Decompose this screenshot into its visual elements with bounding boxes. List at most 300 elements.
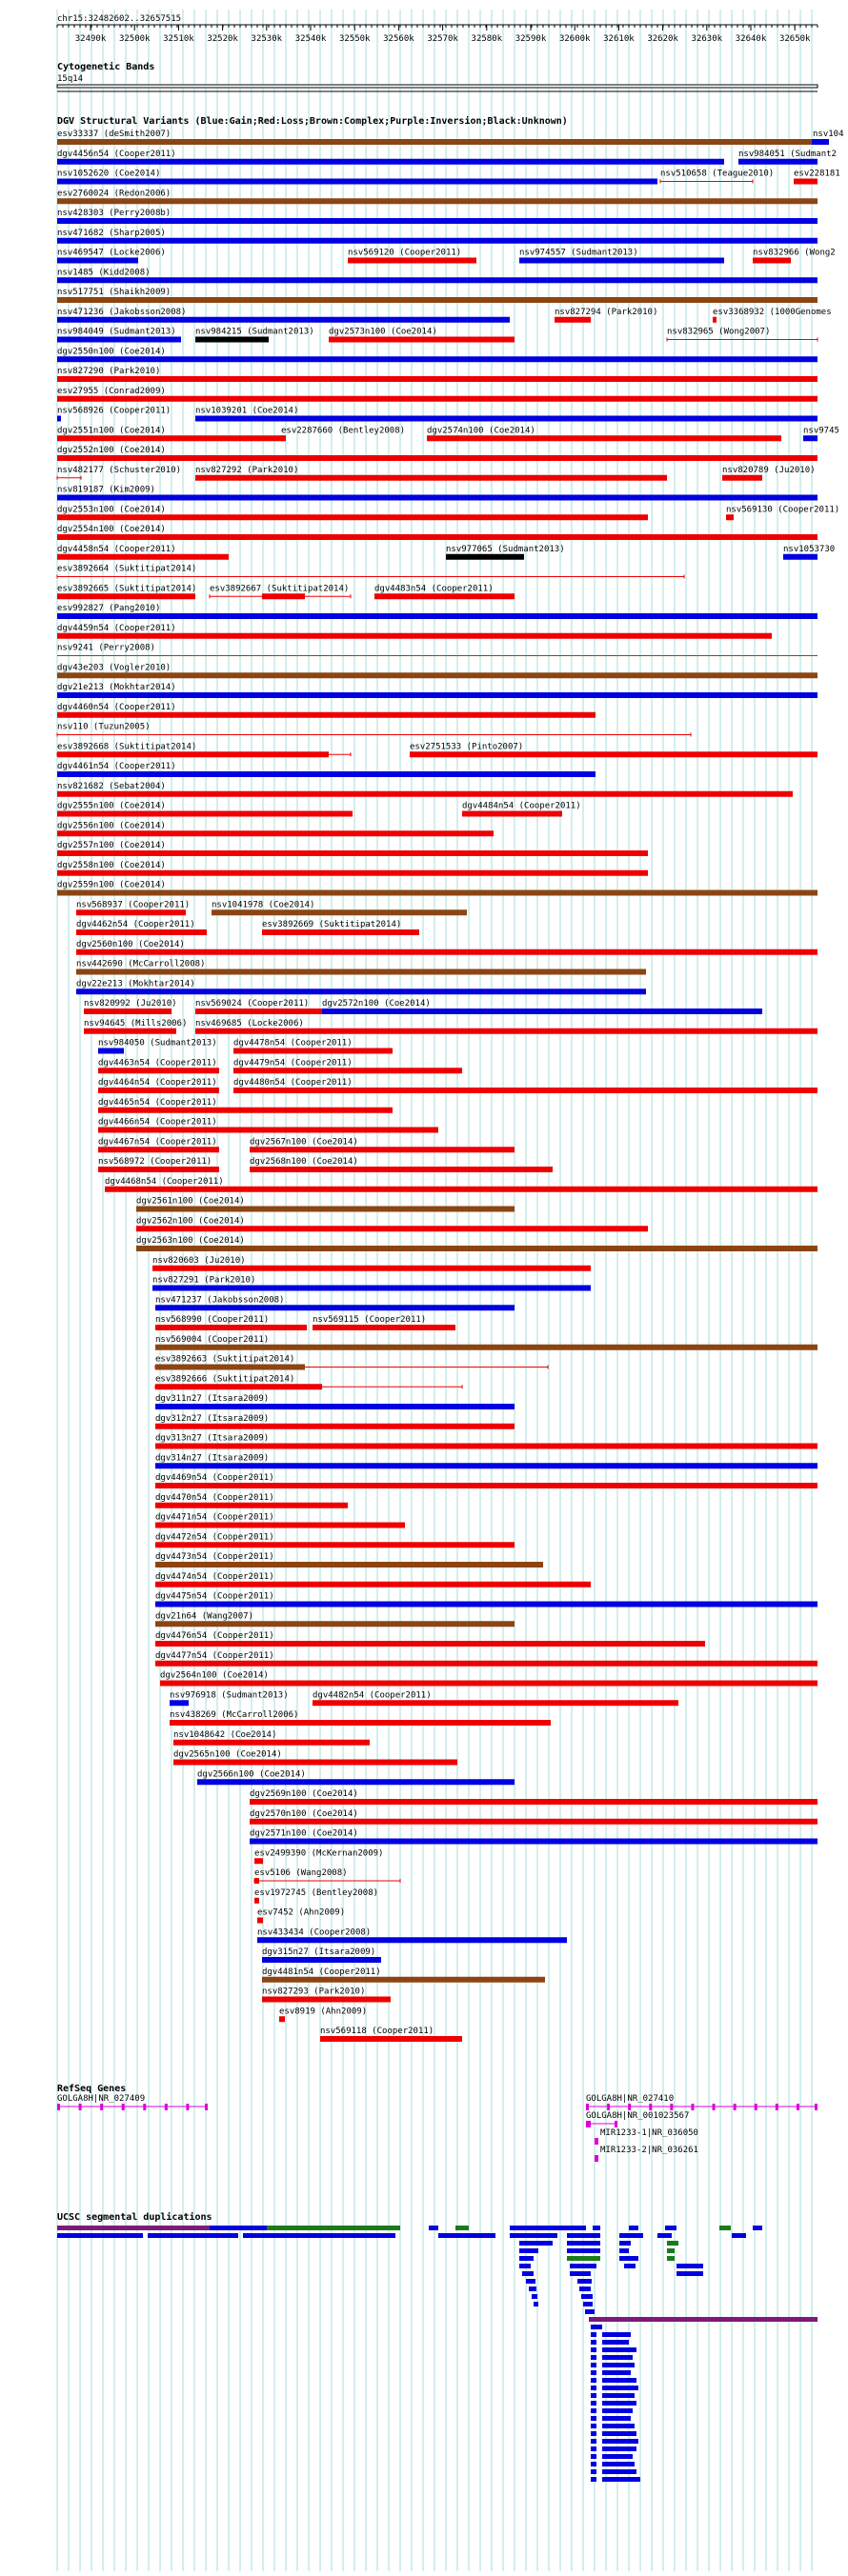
structural-variant[interactable] (152, 1276, 591, 1291)
structural-variant[interactable] (195, 407, 818, 422)
structural-variant[interactable] (262, 1947, 381, 1963)
structural-variant[interactable] (57, 565, 684, 579)
variant-bar (233, 1088, 818, 1093)
segdup-block[interactable] (567, 2248, 600, 2253)
segdup-block[interactable] (570, 2271, 591, 2276)
structural-variant[interactable] (803, 426, 839, 441)
structural-variant[interactable] (57, 308, 510, 323)
variant-bar (57, 139, 815, 145)
gene-label: GOLGA8H|NR_027409 (57, 2094, 146, 2104)
structural-variant[interactable] (155, 1295, 515, 1310)
structural-variant[interactable] (410, 742, 818, 757)
structural-variant[interactable] (519, 249, 724, 264)
segdup-block[interactable] (429, 2226, 438, 2230)
segdup-block[interactable] (665, 2226, 676, 2230)
segdup-block[interactable] (602, 2439, 638, 2444)
segdup-block[interactable] (267, 2226, 400, 2230)
structural-variant[interactable] (173, 1750, 457, 1766)
segdup-block[interactable] (567, 2241, 600, 2246)
structural-variant[interactable] (57, 249, 166, 264)
structural-variant[interactable] (84, 999, 177, 1014)
segdup-block[interactable] (667, 2241, 678, 2246)
variant-bar (446, 554, 524, 560)
structural-variant[interactable] (195, 999, 326, 1014)
structural-variant[interactable] (98, 1118, 438, 1133)
structural-variant[interactable] (57, 130, 815, 145)
variant-bar (57, 850, 648, 856)
variant-label: nsv827290 (Park2010) (57, 367, 161, 376)
variant-label: esv2499390 (McKernan2009) (254, 1848, 384, 1859)
structural-variant[interactable] (212, 900, 467, 915)
structural-variant[interactable] (254, 1848, 383, 1864)
structural-variant[interactable] (233, 1058, 462, 1073)
variant-bar (250, 1147, 515, 1152)
structural-variant[interactable] (98, 1039, 217, 1054)
structural-variant[interactable] (57, 545, 229, 560)
structural-variant[interactable] (155, 1532, 515, 1548)
variant-bar (76, 988, 646, 994)
variant-label: nsv984215 (Sudmant2013) (195, 327, 314, 337)
segdup-track-title[interactable]: UCSC segmental duplications (57, 2212, 212, 2223)
segdup-block[interactable] (667, 2256, 675, 2261)
variant-bar (57, 218, 818, 224)
variant-bar (254, 1878, 259, 1884)
variant-bar (57, 613, 818, 619)
segdup-block[interactable] (455, 2226, 469, 2230)
structural-variant[interactable] (262, 920, 419, 935)
structural-variant[interactable] (254, 1888, 378, 1904)
segdup-block[interactable] (602, 2393, 635, 2398)
ruler[interactable] (57, 25, 818, 44)
structural-variant[interactable] (57, 723, 691, 737)
segdup-block[interactable] (593, 2226, 600, 2230)
variant-bar (76, 949, 818, 955)
segdup-block[interactable] (148, 2233, 238, 2238)
structural-variant[interactable] (57, 861, 648, 876)
structural-variant[interactable] (738, 150, 837, 165)
structural-variant[interactable] (250, 1809, 818, 1825)
variant-label: dgv4460n54 (Cooper2011) (57, 702, 176, 712)
structural-variant[interactable] (667, 328, 818, 342)
structural-variant[interactable] (250, 1137, 515, 1152)
refseq-track-title[interactable]: RefSeq Genes (57, 2084, 127, 2094)
segdup-block[interactable] (602, 2416, 631, 2421)
variant-label: nsv428303 (Perry2008b) (57, 209, 172, 218)
segdup-block[interactable] (591, 2332, 596, 2337)
segdup-block[interactable] (629, 2226, 638, 2230)
structural-variant[interactable] (722, 466, 816, 481)
variant-label: nsv569120 (Cooper2011) (348, 248, 462, 258)
segdup-block[interactable] (567, 2233, 600, 2238)
variant-label: dgv2550n100 (Coe2014) (57, 347, 166, 357)
segdup-block[interactable] (602, 2340, 629, 2345)
variant-bar (136, 1246, 818, 1251)
structural-variant[interactable] (155, 1315, 307, 1330)
structural-variant[interactable] (98, 1137, 219, 1152)
segdup-block[interactable] (210, 2226, 267, 2230)
variant-bar (726, 514, 734, 520)
variant-label: dgv4483n54 (Cooper2011) (374, 584, 494, 594)
segdup-block[interactable] (602, 2454, 633, 2459)
segdup-block[interactable] (591, 2416, 596, 2421)
structural-variant[interactable] (233, 1039, 393, 1054)
structural-variant[interactable] (262, 1967, 545, 1983)
structural-variant[interactable] (783, 545, 835, 560)
variant-bar (155, 1404, 515, 1409)
variant-label: nsv832966 (Wong2 (753, 248, 836, 258)
gene-exon (815, 2104, 818, 2110)
segdup-block[interactable] (532, 2294, 537, 2299)
variant-bar (155, 1444, 818, 1449)
segdup-block[interactable] (602, 2386, 638, 2390)
segdup-block[interactable] (585, 2309, 595, 2314)
structural-variant[interactable] (136, 1216, 648, 1231)
structural-variant[interactable] (155, 1453, 818, 1468)
structural-variant[interactable] (322, 999, 762, 1014)
structural-variant[interactable] (98, 1157, 219, 1172)
structural-variant[interactable] (57, 821, 494, 836)
segdup-block[interactable] (591, 2454, 596, 2459)
segdup-block[interactable] (602, 2446, 636, 2451)
segdup-block[interactable] (602, 2424, 635, 2428)
structural-variant[interactable] (155, 1552, 543, 1568)
variant-label: dgv4461n54 (Cooper2011) (57, 762, 176, 771)
ruler-tick-label: 32510k (163, 34, 194, 44)
segdup-block[interactable] (602, 2477, 640, 2482)
segdup-block[interactable] (667, 2248, 675, 2253)
structural-variant[interactable] (155, 1335, 818, 1350)
ruler-tick-label: 32520k (207, 34, 238, 44)
variant-label: esv2760024 (Redon2006) (57, 189, 172, 199)
segdup-block[interactable] (591, 2439, 596, 2444)
structural-variant[interactable] (155, 1513, 405, 1528)
variant-bar (155, 1384, 322, 1389)
structural-variant[interactable] (152, 1256, 591, 1271)
structural-variant[interactable] (753, 249, 836, 264)
segdup-block[interactable] (591, 2325, 602, 2329)
variant-bar (195, 337, 269, 343)
variant-bar (57, 179, 657, 185)
gene-label: MIR1233-2|NR_036261 (600, 2146, 698, 2155)
dgv-track (57, 130, 844, 2042)
structural-variant[interactable] (160, 1671, 818, 1687)
segdup-block[interactable] (602, 2370, 631, 2375)
gene-exon (713, 2104, 716, 2110)
structural-variant[interactable] (329, 328, 515, 343)
variant-bar (57, 159, 724, 165)
segdup-block[interactable] (602, 2378, 636, 2383)
variant-bar (155, 1325, 307, 1330)
segdup-block[interactable] (577, 2279, 592, 2284)
structural-variant[interactable] (155, 1434, 818, 1449)
segdup-block[interactable] (579, 2286, 591, 2291)
segdup-block[interactable] (591, 2386, 596, 2390)
segdup-block[interactable] (583, 2302, 593, 2306)
segdup-block[interactable] (591, 2355, 596, 2360)
variant-bar (254, 1858, 263, 1864)
structural-variant[interactable] (57, 584, 196, 599)
structural-variant[interactable] (57, 466, 181, 480)
variant-bar (84, 1008, 172, 1014)
segdup-block[interactable] (676, 2264, 703, 2268)
segdup-block[interactable] (719, 2226, 731, 2230)
structural-variant[interactable] (98, 1098, 393, 1113)
variant-bar (57, 396, 818, 402)
segdup-block[interactable] (602, 2469, 636, 2474)
structural-variant[interactable] (76, 920, 207, 935)
segdup-block[interactable] (591, 2424, 596, 2428)
structural-variant[interactable] (713, 308, 832, 323)
segdup-block[interactable] (602, 2355, 633, 2360)
variant-label: nsv984049 (Sudmant2013) (57, 327, 176, 337)
structural-variant[interactable] (155, 1651, 818, 1667)
gene-exon (596, 2155, 598, 2162)
structural-variant[interactable] (57, 742, 351, 757)
variant-bar (98, 1167, 219, 1172)
structural-variant[interactable] (320, 2027, 462, 2042)
structural-variant[interactable] (155, 1493, 348, 1508)
ruler-tick-label: 32610k (603, 34, 635, 44)
variant-bar (57, 870, 648, 876)
variant-label: nsv1052620 (Coe2014) (57, 169, 161, 179)
structural-variant[interactable] (313, 1690, 678, 1706)
segdup-block[interactable] (581, 2294, 593, 2299)
segdup-block[interactable] (591, 2370, 596, 2375)
segdup-block[interactable] (591, 2401, 596, 2406)
variant-label: dgv4477n54 (Cooper2011) (155, 1650, 274, 1661)
segdup-block[interactable] (519, 2264, 531, 2268)
structural-variant[interactable] (197, 1769, 515, 1785)
variant-bar (57, 554, 229, 560)
structural-variant[interactable] (155, 1592, 818, 1608)
gene-exon (586, 2121, 591, 2127)
segdup-block[interactable] (619, 2233, 643, 2238)
segdup-block[interactable] (519, 2248, 538, 2253)
segdup-block[interactable] (753, 2226, 762, 2230)
segdup-block[interactable] (602, 2363, 635, 2367)
variant-bar (233, 1048, 393, 1054)
variant-label: dgv2566n100 (Coe2014) (197, 1769, 306, 1780)
refseq-gene[interactable] (586, 2094, 818, 2110)
structural-variant[interactable] (57, 505, 648, 520)
variant-bar (155, 1424, 515, 1429)
refseq-gene[interactable] (586, 2111, 689, 2127)
segdup-block[interactable] (602, 2332, 631, 2337)
structural-variant[interactable] (76, 940, 818, 955)
segdup-block[interactable] (526, 2279, 535, 2284)
structural-variant[interactable] (279, 2007, 367, 2022)
variant-label: nsv827292 (Park2010) (195, 465, 299, 475)
refseq-gene[interactable] (595, 2128, 698, 2145)
structural-variant[interactable] (262, 1987, 391, 2003)
segdup-block[interactable] (591, 2462, 596, 2466)
variant-label: nsv977065 (Sudmant2013) (446, 544, 565, 554)
variant-label: esv3892668 (Suktitipat2014) (57, 742, 197, 752)
segdup-block[interactable] (510, 2226, 586, 2230)
structural-variant[interactable] (348, 249, 476, 264)
structural-variant[interactable] (195, 1019, 818, 1034)
structural-variant[interactable] (57, 328, 181, 343)
segdup-block[interactable] (591, 2340, 596, 2345)
structural-variant[interactable] (155, 1414, 515, 1429)
gene-exon (797, 2104, 799, 2110)
structural-variant[interactable] (812, 130, 844, 145)
structural-variant[interactable] (98, 1078, 219, 1093)
structural-variant[interactable] (57, 841, 648, 856)
structural-variant[interactable] (254, 1868, 400, 1884)
segdup-block[interactable] (602, 2431, 636, 2436)
segdup-block[interactable] (732, 2233, 746, 2238)
variant-label: nsv471237 (Jakobsson2008) (155, 1295, 285, 1306)
variant-bar (195, 1028, 818, 1034)
structural-variant[interactable] (250, 1157, 553, 1172)
ruler-tick-label: 32540k (294, 34, 327, 44)
variant-bar (57, 297, 818, 303)
variant-bar (722, 475, 762, 481)
variant-label: nsv827294 (Park2010) (555, 307, 658, 317)
segdup-block[interactable] (243, 2233, 395, 2238)
structural-variant[interactable] (155, 1631, 705, 1647)
segdup-block[interactable] (619, 2248, 629, 2253)
segdup-block[interactable] (602, 2462, 635, 2466)
variant-bar (57, 495, 818, 501)
structural-variant[interactable] (136, 1236, 818, 1251)
structural-variant[interactable] (57, 683, 818, 698)
structural-variant[interactable] (660, 170, 774, 184)
segdup-block[interactable] (602, 2408, 633, 2413)
segdup-block[interactable] (591, 2477, 596, 2482)
ruler-tick-label: 32550k (338, 34, 371, 44)
variant-label: dgv311n27 (Itsara2009) (155, 1394, 270, 1404)
segdup-block[interactable] (676, 2271, 703, 2276)
structural-variant[interactable] (170, 1710, 551, 1726)
structural-variant[interactable] (210, 584, 351, 599)
segdup-block[interactable] (589, 2317, 818, 2322)
structural-variant[interactable] (462, 802, 581, 817)
variant-label: dgv4471n54 (Cooper2011) (155, 1512, 274, 1523)
variant-label: nsv569115 (Cooper2011) (313, 1315, 427, 1325)
variant-bar (57, 416, 61, 422)
segdup-block[interactable] (591, 2431, 596, 2436)
variant-label: nsv820992 (Ju2010) (84, 999, 177, 1008)
variant-bar (257, 1937, 567, 1943)
dgv-track-title[interactable]: DGV Structural Variants (Blue:Gain;Red:Loss;Brown:Complex;Purple:Inversion;Black:Unknown) (57, 116, 568, 127)
structural-variant[interactable] (155, 1572, 591, 1588)
segdup-block[interactable] (591, 2446, 596, 2451)
segdup-block[interactable] (534, 2302, 538, 2306)
structural-variant[interactable] (155, 1611, 515, 1627)
segdup-block[interactable] (529, 2286, 536, 2291)
structural-variant[interactable] (105, 1177, 818, 1192)
variant-label: dgv2564n100 (Coe2014) (160, 1670, 269, 1681)
variant-bar (262, 1957, 381, 1963)
variant-bar (173, 1760, 457, 1766)
segdup-block[interactable] (624, 2264, 636, 2268)
structural-variant[interactable] (446, 545, 565, 560)
variant-bar (136, 1207, 515, 1212)
structural-variant[interactable] (427, 426, 781, 441)
structural-variant[interactable] (57, 170, 657, 185)
segdup-block[interactable] (591, 2363, 596, 2367)
structural-variant[interactable] (195, 328, 314, 343)
refseq-gene[interactable] (595, 2146, 698, 2162)
segdup-block[interactable] (591, 2469, 596, 2474)
segdup-block[interactable] (591, 2347, 596, 2352)
refseq-gene[interactable] (57, 2094, 208, 2110)
variant-bar (57, 356, 818, 362)
segdup-block[interactable] (567, 2256, 600, 2261)
variant-label: dgv4475n54 (Cooper2011) (155, 1591, 274, 1602)
variant-label: esv5106 (Wang2008) (254, 1868, 348, 1878)
segdup-block[interactable] (602, 2347, 636, 2352)
structural-variant[interactable] (374, 584, 515, 599)
variant-bar (98, 1088, 219, 1093)
segdup-block[interactable] (438, 2233, 495, 2238)
variant-bar (462, 811, 562, 817)
structural-variant[interactable] (57, 782, 793, 797)
structural-variant[interactable] (155, 1355, 548, 1370)
structural-variant[interactable] (155, 1394, 515, 1409)
segdup-block[interactable] (619, 2256, 638, 2261)
structural-variant[interactable] (57, 426, 284, 441)
variant-bar (812, 139, 829, 145)
variant-bar (257, 1918, 263, 1924)
segdup-block[interactable] (57, 2226, 210, 2230)
structural-variant[interactable] (57, 624, 772, 639)
structural-variant[interactable] (57, 150, 724, 165)
structural-variant[interactable] (84, 1019, 187, 1034)
segdup-block[interactable] (510, 2233, 557, 2238)
variant-label: dgv2561n100 (Coe2014) (136, 1196, 245, 1207)
segdup-block[interactable] (522, 2271, 534, 2276)
segdup-block[interactable] (570, 2264, 596, 2268)
variant-bar (155, 1463, 818, 1468)
segdup-block[interactable] (591, 2378, 596, 2383)
gene-exon (79, 2104, 82, 2110)
variant-label: nsv827293 (Park2010) (262, 1987, 366, 1997)
variant-label: nsv821682 (Sebat2004) (57, 781, 166, 791)
variant-label: nsv469685 (Locke2006) (195, 1018, 304, 1028)
structural-variant[interactable] (155, 1473, 818, 1488)
variant-bar (233, 1068, 462, 1073)
structural-variant[interactable] (250, 1789, 818, 1805)
variant-bar (519, 258, 724, 264)
segdup-block[interactable] (519, 2241, 553, 2246)
segdup-block[interactable] (591, 2393, 596, 2398)
variant-label: esv992827 (Pang2010) (57, 604, 161, 613)
variant-bar (197, 1779, 515, 1785)
segdup-block[interactable] (619, 2241, 631, 2246)
structural-variant[interactable] (173, 1730, 370, 1746)
gene-exon (628, 2104, 631, 2110)
cytoband-track-title[interactable]: Cytogenetic Bands (57, 62, 155, 72)
segdup-block[interactable] (602, 2401, 636, 2406)
segdup-block[interactable] (519, 2256, 534, 2261)
structural-variant[interactable] (195, 466, 667, 481)
segdup-block[interactable] (657, 2233, 672, 2238)
variant-bar (76, 909, 186, 915)
structural-variant[interactable] (98, 1058, 219, 1073)
structural-variant[interactable] (76, 900, 190, 915)
variant-label: dgv2558n100 (Coe2014) (57, 860, 166, 870)
segdup-block[interactable] (591, 2408, 596, 2413)
structural-variant[interactable] (250, 1829, 818, 1845)
structural-variant[interactable] (794, 170, 840, 185)
segdup-block[interactable] (57, 2233, 143, 2238)
variant-label: nsv568937 (Cooper2011) (76, 900, 191, 910)
variant-bar (322, 1008, 762, 1014)
gene-exon (596, 2138, 598, 2145)
